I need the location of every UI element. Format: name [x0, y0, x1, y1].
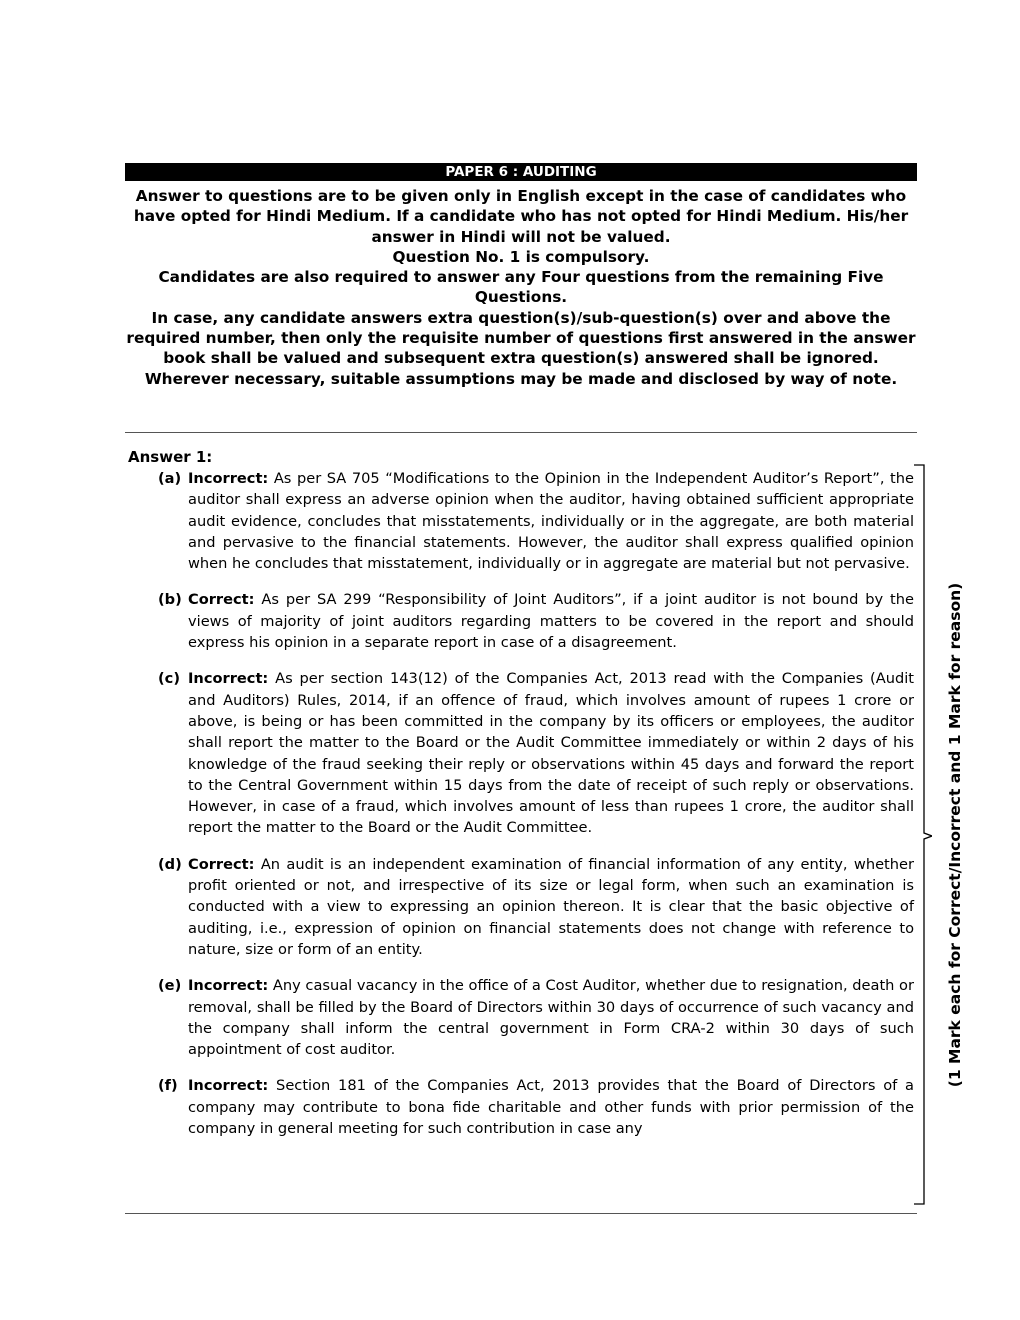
- item-text: Section 181 of the Companies Act, 2013 provides that the Board of Directors of a company may contribute to bona fide charitable and other funds with prior permission of the company in general meeting for such contribution in case any: [188, 1077, 914, 1138]
- answer-item: [158, 1075, 914, 1139]
- item-text: Any casual vacancy in the office of a Cost Auditor, whether due to resignation, death or removal, shall be filled by the Board of Directors within 30 days of occurrence of such vacancy and the company shall inform the central government in Form CRA-2 within 30 days of such appointment of cost auditor.: [188, 977, 914, 1059]
- item-verdict: Incorrect:: [188, 670, 269, 688]
- item-verdict: Correct:: [188, 855, 255, 873]
- paper-title: PAPER 6 : AUDITING: [125, 163, 917, 181]
- answer-items: [158, 468, 914, 1154]
- answer-item: [158, 975, 914, 1060]
- item-verdict: Incorrect:: [188, 1077, 269, 1095]
- instructions: [125, 186, 917, 389]
- instruction: Wherever necessary, suitable assumptions may be made and disclosed by way of note.: [144, 369, 898, 388]
- item-verdict: Incorrect:: [188, 470, 269, 487]
- instruction: Question No. 1 is compulsory.: [392, 247, 650, 266]
- instruction: Candidates are also required to answer any Four questions from the remaining Five Questions.: [158, 268, 884, 307]
- item-text: As per section 143(12) of the Companies Act, 2013 read with the Companies (Audit and Auditors) Rules, 2014, if an offence of fraud, which involves amount of rupees 1 crore or above, is being or has been committed in the company by its officers or employees, the auditor shall report the matter to the Board or the Audit Committee immediately or within 2 days of his knowledge of the fraud seeking their reply or observations within 45 days and forward the report to the Central Government within 15 days from the date of receipt of such reply or observations. However, in case of a fraud, which involves amount of less than rupees 1 crore, the auditor shall report the matter to the Board or the Audit Committee.: [188, 670, 914, 837]
- marks-note: (1 Mark each for Correct/Incorrect and 1 Mark for reason): [946, 582, 964, 1088]
- answer-item: [158, 589, 914, 653]
- right-brace-icon: [912, 464, 932, 1206]
- item-verdict: Correct:: [188, 591, 255, 609]
- instruction: In case, any candidate answers extra question(s)/sub-question(s) over and above the required number, then only the requisite number of questions first answered in the answer book shall be valued and subsequent extra question(s) answered shall be ignored.: [126, 308, 916, 368]
- divider: [125, 432, 917, 433]
- item-verdict: Incorrect:: [188, 977, 269, 995]
- answer-title: Answer 1:: [128, 448, 213, 466]
- instruction: Answer to questions are to be given only in English except in the case of candidates who have opted for Hindi Medium. If a candidate who has not opted for Hindi Medium. His/her answer in Hindi will not be valued.: [133, 187, 909, 246]
- answer-item: [158, 668, 914, 838]
- item-label: (e): [158, 977, 182, 995]
- answer-item: [158, 854, 914, 960]
- item-label: (c): [158, 670, 180, 688]
- item-label: (d): [158, 855, 182, 873]
- item-label: (a): [158, 470, 182, 487]
- item-text: As per SA 705 “Modifications to the Opinion in the Independent Auditor’s Report”, the auditor shall express an adverse opinion when the auditor, having obtained sufficient appropriate audit evidence, concludes that misstatements, individually or in the aggregate, are both material and pervasive to the financial statements. However, the auditor shall express qualified opinion when he concludes that misstatement, individually or in aggregate are material but not pervasive.: [188, 470, 914, 573]
- answer-item: [158, 468, 914, 574]
- divider: [125, 1213, 917, 1214]
- item-label: (b): [158, 591, 182, 609]
- item-text: As per SA 299 “Responsibility of Joint Auditors”, if a joint auditor is not bound by the views of majority of joint auditors regarding matters to be covered in the report and should express his opinion in a separate report in case of a disagreement.: [188, 591, 914, 652]
- item-text: An audit is an independent examination of financial information of any entity, whether profit oriented or not, and irrespective of its size or legal form, when such an examination is conducted with a view to expressing an opinion thereon. It is clear that the basic objective of auditing, i.e., expression of opinion on financial statements does not change with reference to nature, size or form of an entity.: [188, 855, 914, 958]
- item-label: (f): [158, 1077, 178, 1095]
